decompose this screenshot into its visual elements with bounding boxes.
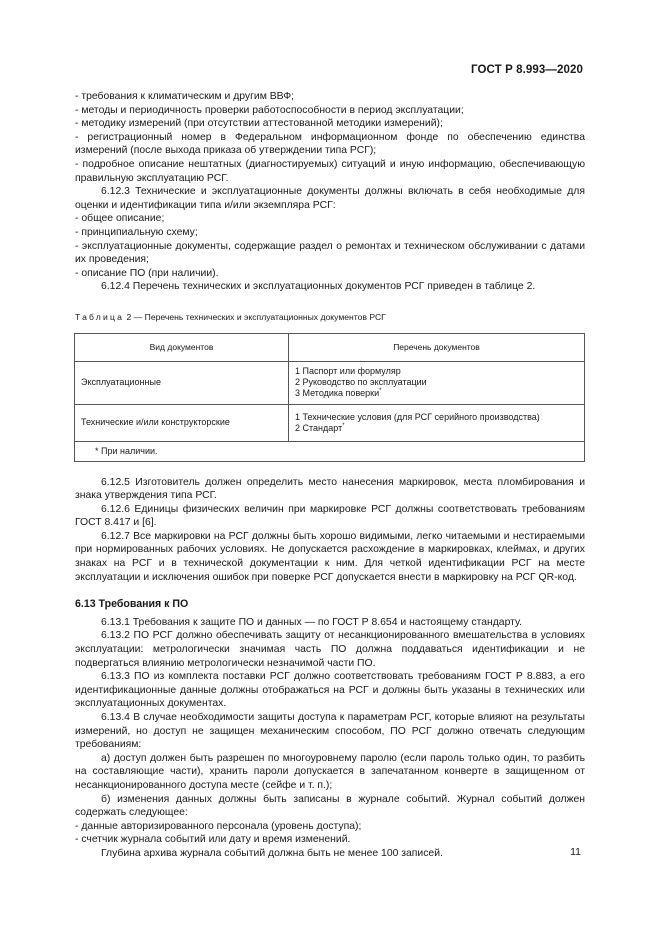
table-footnote: * При наличии. xyxy=(75,441,585,461)
table-header-list: Перечень документов xyxy=(289,333,585,361)
table-cell-docs xyxy=(289,361,585,404)
paragraph: - подробное описание нештатных (диагностируемых) ситуаций и иную информацию, обеспечивающую правильную эксплуатацию РСГ. xyxy=(75,158,585,184)
paragraph: 6.12.7 Все маркировки на РСГ должны быть хорошо видимыми, легко читаемыми и нестираемыми при нормированных рабочих условиях. Не допускается расхождение в маркировках, клеймах, и других знаках на РСГ и в технической документации к ним. Для четкой идентификации РСГ на месте эксплуатации и исключения ошибок при поверке РСГ допускается внести в маркировку на РСГ QR-код. xyxy=(75,530,585,583)
paragraph: 6.12.5 Изготовитель должен определить место нанесения маркировок, места пломбирования и знака утверждения типа РСГ. xyxy=(75,476,585,502)
page-number: 11 xyxy=(570,846,581,858)
paragraph: 6.12.6 Единицы физических величин при маркировке РСГ должны соответствовать требованиям ГОСТ 8.417 и [6]. xyxy=(75,503,585,529)
paragraph: - методику измерений (при отсутствии аттестованной методики измерений); xyxy=(75,118,443,130)
table-cell-docs xyxy=(289,404,585,441)
documents-table xyxy=(74,333,585,462)
document-header: ГОСТ Р 8.993—2020 xyxy=(471,64,583,76)
doc-item: 1 Паспорт или формуляр xyxy=(295,366,401,376)
footnote-mark: * xyxy=(342,422,345,429)
paragraph: б) изменения данных должны быть записаны в журнале событий. Журнал событий должен содержать следующее: xyxy=(75,793,585,819)
paragraph: 6.12.3 Технические и эксплуатационные документы должны включать в себя необходимые для оценки и идентификации типа и/или экземпляра РСГ: xyxy=(75,186,585,211)
doc-item: 2 Руководство по эксплуатации xyxy=(295,377,427,387)
table-cell-kind: Эксплуатационные xyxy=(75,361,289,404)
paragraph: - счетчик журнала событий или дату и время изменений. xyxy=(75,834,351,846)
paragraph: - методы и периодичность проверки работоспособности в период эксплуатации; xyxy=(75,104,464,116)
paragraph: - регистрационный номер в Федеральном информационном фонде по обеспечению единства измерений (после выхода приказа об утверждении типа РСГ); xyxy=(75,131,585,157)
doc-item: 1 Технические условия (для РСГ серийного производства) xyxy=(295,411,540,422)
table-row xyxy=(75,361,585,404)
paragraph: - данные авторизированного персонала (уровень доступа); xyxy=(75,820,362,832)
paragraph: - принципиальную схему; xyxy=(75,226,198,238)
paragraph: 6.12.4 Перечень технических и эксплуатационных документов РСГ приведен в таблице 2. xyxy=(101,281,536,293)
paragraph: 6.13.2 ПО РСГ должно обеспечивать защиту от несанкционированного вмешательства в условиях эксплуатации: метрологически значимая часть ПО должна поддаваться идентификации и не подвергаться влиянию метрологически незначимой части ПО. xyxy=(75,630,585,669)
paragraph: а) доступ должен быть разрешен по многоуровнему паролю (если пароль только один, то разбить на составляющие части), хранить пароли допускается в запечатанном конверте в защищенном от несанкционированного доступа месте (сейфе и т. п.); xyxy=(75,752,585,791)
paragraph: Глубина архива журнала событий должна быть не менее 100 записей. xyxy=(101,847,443,859)
doc-item: 3 Методика поверки* xyxy=(295,388,382,398)
section-title: 6.13 Требования к ПО xyxy=(75,598,189,611)
table-caption xyxy=(75,311,585,325)
table-header-row xyxy=(75,333,585,361)
table-footnote-row xyxy=(75,441,585,461)
paragraph: - эксплуатационные документы, содержащие раздел о ремонтах и техническом обслуживании с датами их проведения; xyxy=(75,240,585,266)
doc-item: 2 Стандарт* xyxy=(295,422,345,433)
table-header-kind: Вид документов xyxy=(75,333,289,361)
paragraph: 6.13.4 В случае необходимости защиты доступа к параметрам РСГ, которые влияют на результаты измерений, но доступ не защищен механическим способом, ПО РСГ должно отвечать следующим требованиям: xyxy=(75,712,585,751)
paragraph: 6.13.1 Требования к защите ПО и данных — по ГОСТ Р 8.654 и настоящему стандарту. xyxy=(101,616,523,628)
paragraph: 6.13.3 ПО из комплекта поставки РСГ должно соответствовать требованиям ГОСТ Р 8.883, а его идентификационные данные должны отображаться на РСГ и должны быть указаны в технических или эксплуатационных документах. xyxy=(75,671,585,710)
table-row xyxy=(75,404,585,441)
table-cell-kind: Технические и/или конструкторские xyxy=(75,404,289,441)
footnote-mark: * xyxy=(379,388,382,394)
mid-paragraphs xyxy=(75,476,585,585)
paragraph: - общее описание; xyxy=(75,213,165,225)
page-content xyxy=(75,90,585,861)
table-caption-word: Таблица xyxy=(75,311,125,322)
section-paragraphs xyxy=(75,616,585,861)
paragraph: - требования к климатическим и другим ВВФ; xyxy=(75,91,295,102)
paragraph: - описание ПО (при наличии). xyxy=(75,267,219,279)
table-caption-text: 2 — Перечень технических и эксплуатационных документов РСГ xyxy=(124,311,386,322)
top-paragraphs xyxy=(75,90,585,294)
